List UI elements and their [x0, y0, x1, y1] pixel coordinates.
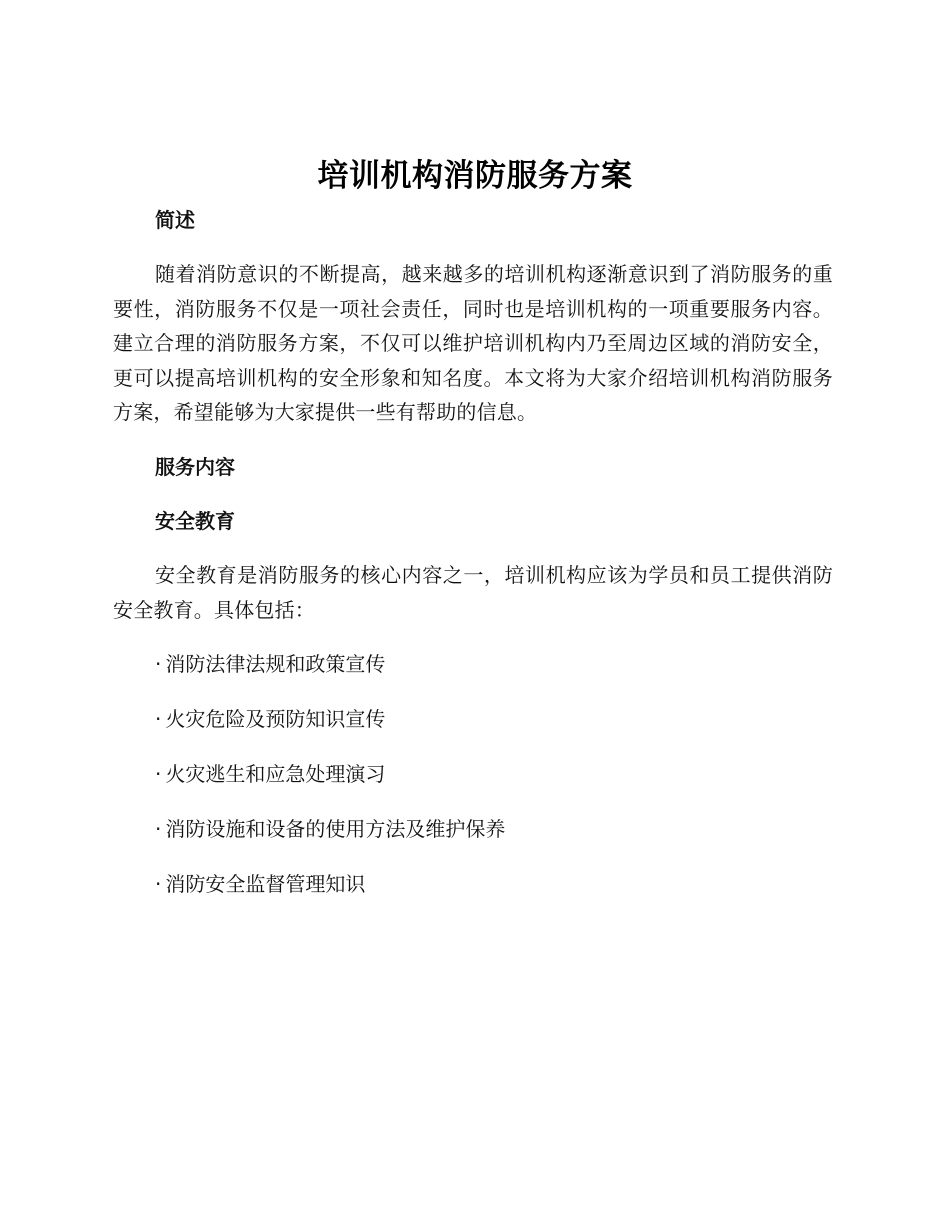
- list-item-text: 消防设施和设备的使用方法及维护保养: [165, 817, 506, 842]
- bullet-marker: ·: [155, 707, 162, 732]
- document-content: [113, 204, 833, 901]
- list-item: [113, 758, 833, 791]
- list-item-text: 火灾逃生和应急处理演习: [165, 762, 386, 787]
- section-heading-service-content: 服务内容: [155, 454, 235, 479]
- list-item: [113, 868, 833, 901]
- bullet-marker: ·: [155, 872, 162, 897]
- section-heading-summary: 简述: [155, 208, 195, 232]
- list-item: [113, 703, 833, 736]
- summary-paragraph: 随着消防意识的不断提高，越来越多的培训机构逐渐意识到了消防服务的重要性，消防服务不仅是一项社会责任，同时也是培训机构的一项重要服务内容。建立合理的消防服务方案，不仅可以维护培训机构内乃至周边区域的消防安全，更可以提高培训机构的安全形象和知名度。本文将为大家介绍培训机构消防服务方案，希望能够为大家提供一些有帮助的信息。: [113, 262, 833, 425]
- safety-education-list: [113, 648, 833, 901]
- bullet-marker: ·: [155, 652, 162, 677]
- safety-education-paragraph: 安全教育是消防服务的核心内容之一，培训机构应该为学员和员工提供消防安全教育。具体包括：: [113, 562, 833, 622]
- list-item-text: 消防安全监督管理知识: [165, 872, 366, 897]
- section-heading-safety-education: 安全教育: [155, 508, 235, 533]
- list-item-text: 火灾危险及预防知识宣传: [165, 707, 386, 732]
- bullet-marker: ·: [155, 817, 162, 842]
- bullet-marker: ·: [155, 762, 162, 787]
- document-title: 培训机构消防服务方案: [317, 158, 633, 194]
- list-item: [113, 648, 833, 681]
- list-item-text: 消防法律法规和政策宣传: [165, 652, 386, 677]
- list-item: [113, 813, 833, 846]
